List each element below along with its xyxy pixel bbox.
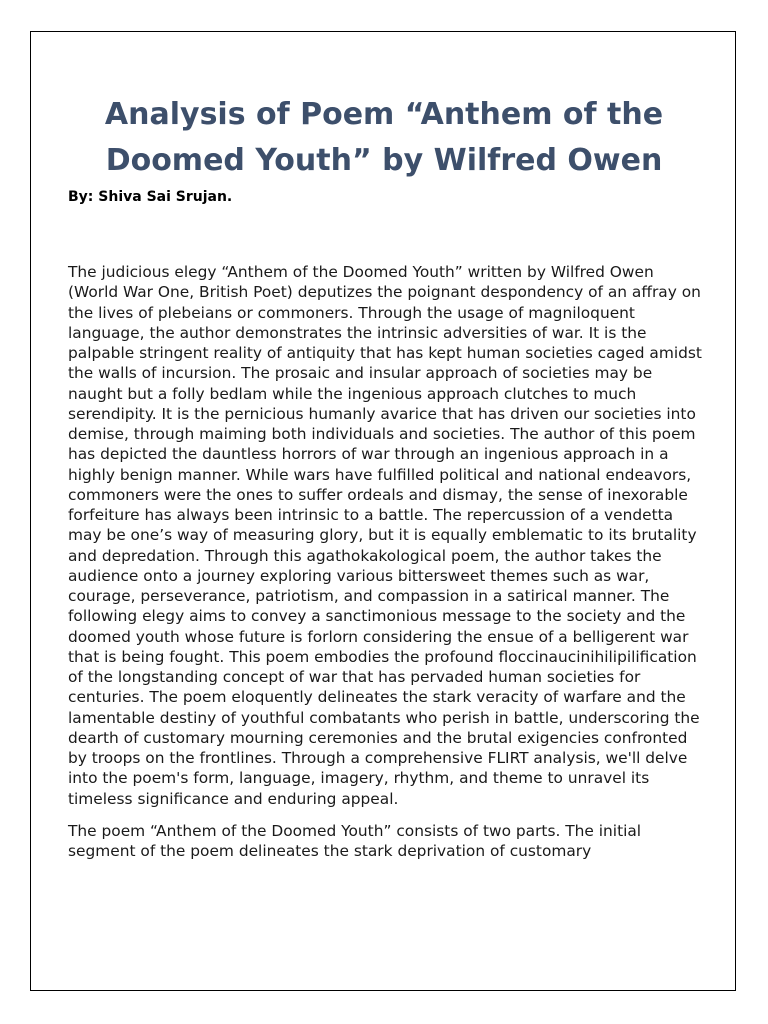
title-line-2: Doomed Youth” by Wilfred Owen xyxy=(105,143,663,178)
author-byline: By: Shiva Sai Srujan. xyxy=(68,189,233,205)
title-line-1: Analysis of Poem “Anthem of the xyxy=(104,97,664,132)
document-page xyxy=(30,31,736,991)
paragraph-2: The poem “Anthem of the Doomed Youth” consists of two parts. The initial segment of the poem delineates the stark deprivation of customary xyxy=(68,821,642,860)
body-text xyxy=(68,262,708,873)
document-title xyxy=(31,92,737,184)
paragraph-1: The judicious elegy “Anthem of the Doomed Youth” written by Wilfred Owen (World War One, British Poet) deputizes the poignant despondency of an affray on the lives of plebeians or commoners. Through the usage of magniloquent language, the author demonstrates the intrinsic adversities of war. It is the palpable stringent reality of antiquity that has kept human societies caged amidst the walls of incursion. The prosaic and insular approach of societies may be naught but a folly bedlam while the ingenious approach clutches to much serendipity. It is the pernicious humanly avarice that has driven our societies into demise, through maiming both individuals and societies. The author of this poem has depicted the dauntless horrors of war through an ingenious approach in a highly benign manner. While wars have fulfilled political and national endeavors, commoners were the ones to suffer ordeals and dismay, the sense of inexorable forfeiture has always been intrinsic to a battle. The repercussion of a vendetta may be one’s way of measuring glory, but it is equally emblematic to its brutality and depredation. Through this agathokakological poem, the author takes the audience onto a journey exploring various bittersweet themes such as war, courage, perseverance, patriotism, and compassion in a satirical manner. The following elegy aims to convey a sanctimonious message to the society and the doomed youth whose future is forlorn considering the ensue of a belligerent war that is being fought. This poem embodies the profound floccinaucinihilipilification of the longstanding concept of war that has pervaded human societies for centuries. The poem eloquently delineates the stark veracity of warfare and the lamentable destiny of youthful combatants who perish in battle, underscoring the dearth of customary mourning ceremonies and the brutal exigencies confronted by troops on the frontlines. Through a comprehensive FLIRT analysis, we'll delve into the poem's form, language, imagery, rhythm, and theme to unravel its timeless significance and enduring appeal. xyxy=(68,263,702,808)
